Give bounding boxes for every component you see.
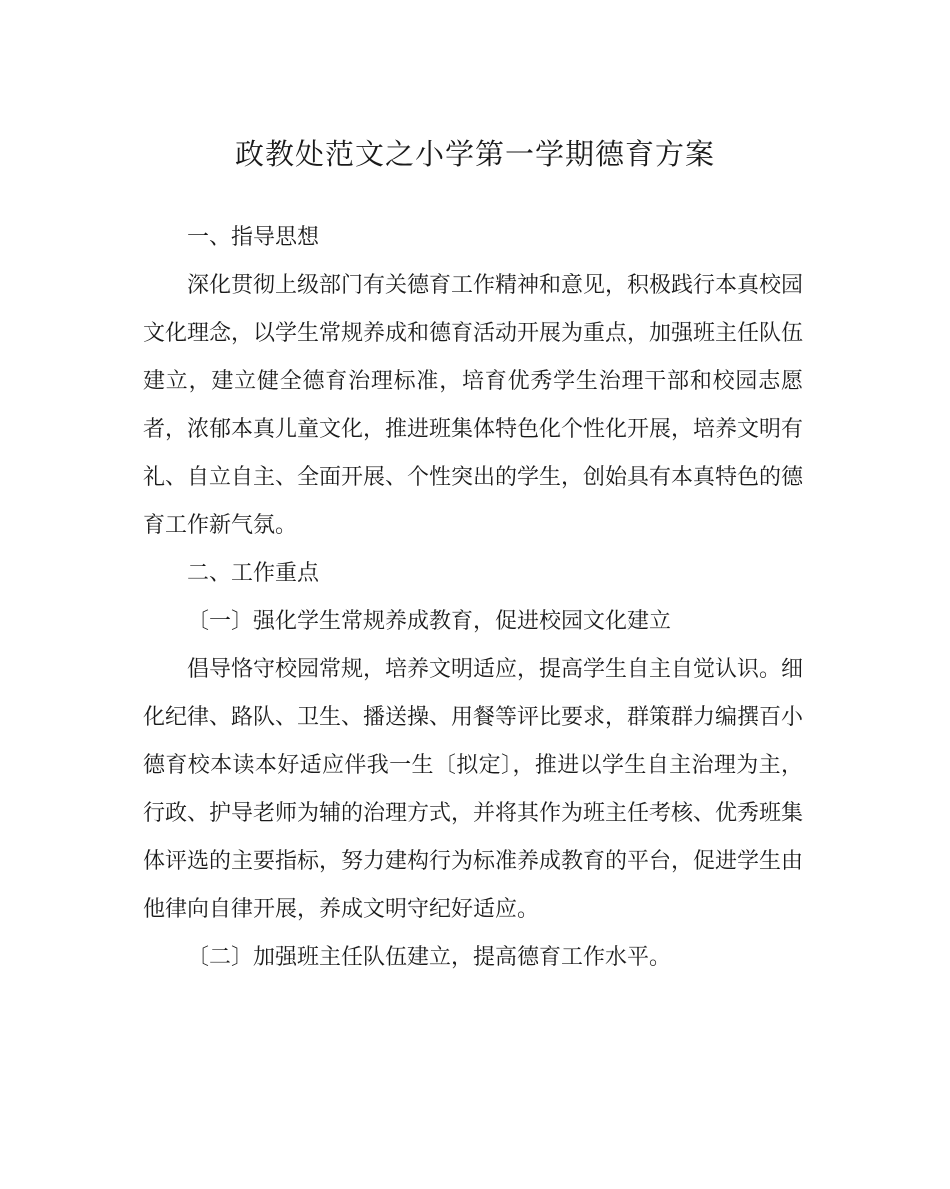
section-heading-work-focus: 二、工作重点 xyxy=(187,561,320,586)
subheading-class-teacher-team: 〔二〕加强班主任队伍建立，提高德育工作水平。 xyxy=(187,945,672,970)
paragraph-routine-education: 倡导恪守校园常规，培养文明适应，提高学生自主自觉认识。细化纪律、路队、卫生、播送操、用餐等评比要求，群策群力编撰百小德育校本读本好适应伴我一生〔拟定〕，推进以学生自主治理为主，行政、护导老师为辅的治理方式，并将其作为班主任考核、优秀班集体评选的主要指标，努力建构行为标准养成教育的平台，促进学生由他律向自律开展，养成文明守纪好适应。 xyxy=(143,657,804,922)
section-heading-guiding-ideology: 一、指导思想 xyxy=(187,225,320,250)
paragraph-guiding-ideology: 深化贯彻上级部门有关德育工作精神和意见，积极践行本真校园文化理念，以学生常规养成和德育活动开展为重点，加强班主任队伍建立，建立健全德育治理标准，培育优秀学生治理干部和校园志愿者，浓郁本真儿童文化，推进班集体特色化个性化开展，培养文明有礼、自立自主、全面开展、个性突出的学生，创始具有本真特色的德育工作新气氛。 xyxy=(143,273,804,538)
document-title: 政教处范文之小学第一学期德育方案 xyxy=(234,137,715,171)
document-body xyxy=(143,214,803,982)
subheading-routine-education: 〔一〕强化学生常规养成教育，促进校园文化建立 xyxy=(187,609,672,634)
